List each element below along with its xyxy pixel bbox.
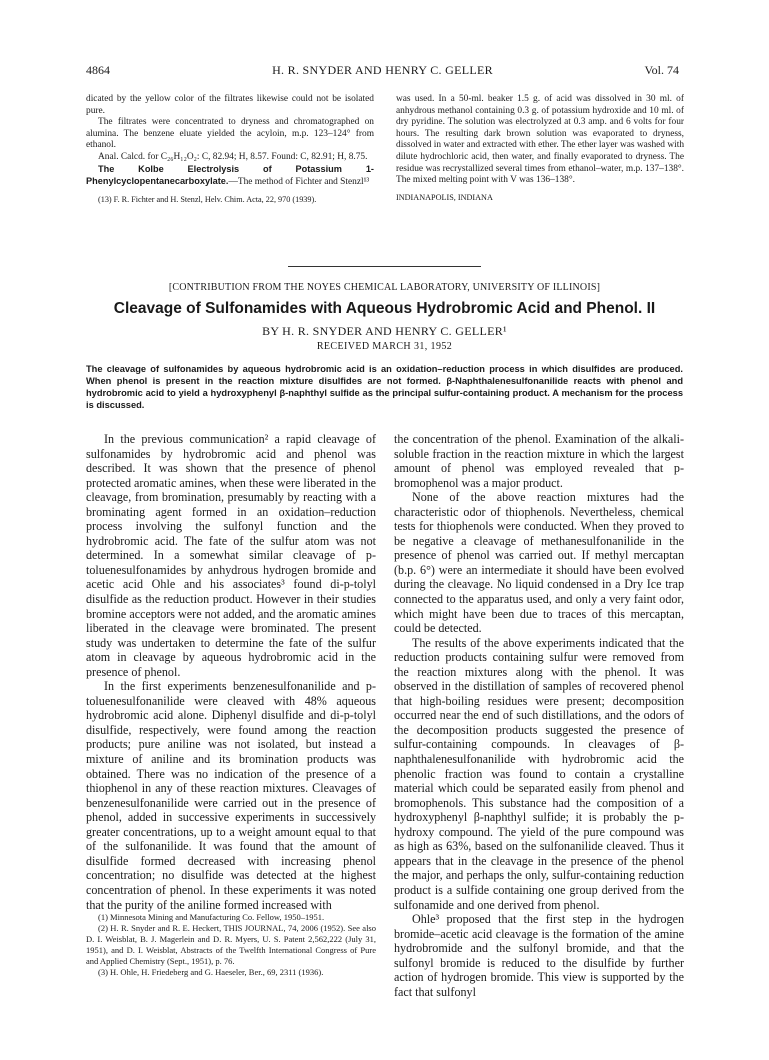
section-text: —The method of Fichter and Stenzl¹³ bbox=[228, 177, 370, 188]
analysis-paragraph: Anal. Calcd. for C₂₆H₁₂O₂: C, 82.94; H, 8.57. Found: C, 82.91; H, 8.75. bbox=[98, 151, 368, 162]
body-paragraph: Ohle³ proposed that the first step in the hydrogen bromide–acetic acid cleavage is the formation of the amine hydrobromide and the sulfonyl bromide, and that the sulfonyl bromide is reduced to the disulfide by further action of hydrogen bromide. This view is supported by the fact that sulfonyl bbox=[394, 912, 684, 999]
section-paragraph bbox=[86, 164, 374, 189]
running-head bbox=[86, 62, 679, 78]
volume-label: Vol. 74 bbox=[644, 63, 679, 77]
paragraph: dicated by the yellow color of the filtrates likewise could not be isolated pure. bbox=[86, 94, 374, 116]
article-title: Cleavage of Sulfonamides with Aqueous Hydrobromic Acid and Phenol. II bbox=[113, 300, 656, 317]
previous-article-right-column bbox=[396, 94, 684, 203]
running-head-title: H. R. SNYDER AND HENRY C. GELLER bbox=[272, 63, 493, 77]
abstract: The cleavage of sulfonamides by aqueous hydrobromic acid is an oxidation–reduction process in which disulfides are produced. When phenol is present in the reaction mixture disulfides are not formed. β-Naphthalenesulfonanilide reacts with phenol and hydrobromic acid to yield a hydroxyphenyl β-naphthyl sulfide as the principal sulfur-containing product. A mechanism for the process is discussed. bbox=[86, 364, 683, 410]
body-paragraph: In the previous communication² a rapid cleavage of sulfonamides by hydrobromic acid and phenol was described. It was shown that the presence of phenol protected aromatic amines, when these were liberated in the cleavage, from bromination, presumably by reacting with a brominating agent formed in an oxidation–reduction process involving the sulfonyl function and the hydrobromic acid. The fate of the sulfur atom was not determined. In a somewhat similar cleavage of p-toluenesulfonamides by anhydrous hydrogen bromide and acetic acid Ohle and his associates³ found di-p-tolyl disulfide as the reduction product. However in their studies bromine acceptors were not added, and the aromatic amines liberated in the cleavage were brominated. The present study was undertaken to determine the fate of the sulfur atom in cleavage by aqueous hydrobromic acid in the presence of phenol. bbox=[86, 432, 376, 679]
body-right-column bbox=[394, 432, 684, 999]
body-paragraph: The results of the above experiments indicated that the reduction products containing sulfur were removed from the reaction mixtures along with the phenol. It was observed in the distillation of samples of recovered phenol that high-boiling residues were present; decomposition occurred near the end of such distillations, and the odors of the decomposition products suggested the presence of sulfur-containing compounds. In cleavages of β-naphthalenesulfonanilide with hydrobromic acid the phenolic fraction was found to contain a crystalline material which could be separated easily from phenol and bromophenols. This substance had the composition of a hydroxyphenyl β-naphthyl sulfide; it is probably the p-hydroxy compound. The yield of the pure compound was as high as 63%, based on the sulfonanilide cleaved. Thus it appears that in the cleavage in the presence of the phenol the major, and perhaps the only, sulfur-containing reduction product is a sulfide containing one group derived from the sulfonamide and one derived from phenol. bbox=[394, 635, 684, 912]
previous-article-left-column bbox=[86, 94, 374, 205]
received-date: RECEIVED MARCH 31, 1952 bbox=[316, 341, 453, 352]
footnote: (13) F. R. Fichter and H. Stenzl, Helv. Chim. Acta, 22, 970 (1939). bbox=[98, 194, 317, 204]
contribution-line: [CONTRIBUTION FROM THE NOYES CHEMICAL LABORATORY, UNIVERSITY OF ILLINOIS] bbox=[168, 282, 601, 293]
separator-rule bbox=[288, 266, 481, 267]
page-number: 4864 bbox=[86, 63, 110, 77]
paragraph: The filtrates were concentrated to dryness and chromatographed on alumina. The benzene eluate yielded the acyloin, m.p. 123–124° from ethanol. bbox=[86, 117, 374, 151]
body-paragraph: None of the above reaction mixtures had the characteristic odor of thiophenols. Nevertheless, chemical tests for thiophenols were conducted. When they proved to be negative a cleavage of methanesulfonanilide in the presence of phenol was carried out. If methyl mercaptan (b.p. 6°) were an intermediate it should have been evolved during the cleavage. No liquid condensed in a Dry Ice trap connected to the apparatus used, and only a very faint odor, which might have been due to traces of this mercaptan, could be detected. bbox=[394, 490, 684, 636]
body-left-column bbox=[86, 432, 376, 912]
footnote: (2) H. R. Snyder and R. E. Heckert, THIS JOURNAL, 74, 2006 (1952). See also D. I. Weisblat, B. J. Magerlein and D. R. Myers, U. S. Patent 2,562,222 (July 31, 1951), and D. I. Weisblat, Abstracts of the Twelfth International Congress of Pure and Applied Chemistry (Sept., 1951), p. 76. bbox=[86, 922, 376, 966]
location: INDIANAPOLIS, INDIANA bbox=[396, 192, 493, 202]
footnote: (3) H. Ohle, H. Friedeberg and G. Haeseler, Ber., 69, 2311 (1936). bbox=[98, 966, 324, 977]
section-heading: The Kolbe Electrolysis of Potassium 1-Phenylcyclopentanecarboxylate. bbox=[86, 163, 374, 187]
body-paragraph: the concentration of the phenol. Examination of the alkali-soluble fraction in the reaction mixture in which the largest amount of phenol was employed revealed that p-bromophenol was a major product. bbox=[394, 432, 684, 490]
authors: BY H. R. SNYDER AND HENRY C. GELLER¹ bbox=[262, 324, 507, 338]
body-paragraph: In the first experiments benzenesulfonanilide and p-toluenesulfonanilide were cleaved with 48% aqueous hydrobromic acid alone. Diphenyl disulfide and di-p-tolyl disulfide, respectively, were found among the reaction products; pure aniline was not isolated, but instead a mixture of aniline and its bromination products was obtained. There was no indication of the presence of a thiophenol in any of these reaction mixtures. Cleavages of benzenesulfonanilide were carried out in the presence of phenol, added in successive experiments in successively greater concentrations, up to a weight amount equal to that of the sulfonanilide. It was found that the amount of disulfide formed decreased with increasing phenol concentration; no disulfide was detected at the highest concentration of phenol. In these experiments it was noted that the purity of the aniline formed increased with bbox=[86, 679, 376, 912]
paragraph: was used. In a 50-ml. beaker 1.5 g. of acid was dissolved in 30 ml. of anhydrous methanol containing 0.3 g. of potassium hydroxide and 10 ml. of dry pyridine. The solution was electrolyzed at 0.3 amp. and 6 volts for four hours. The resulting dark brown solution was evaporated to dryness, dissolved in water and extracted with ether. The ether layer was washed with dilute hydrochloric acid, then water, and finally evaporated to dryness. The residue was recrystallized several times from ethanol–water, m.p. 137–138°. The mixed melting point with V was 136–138°. bbox=[396, 94, 685, 186]
footnote: (1) Minnesota Mining and Manufacturing Co. Fellow, 1950–1951. bbox=[98, 912, 325, 922]
footnotes bbox=[86, 912, 376, 977]
